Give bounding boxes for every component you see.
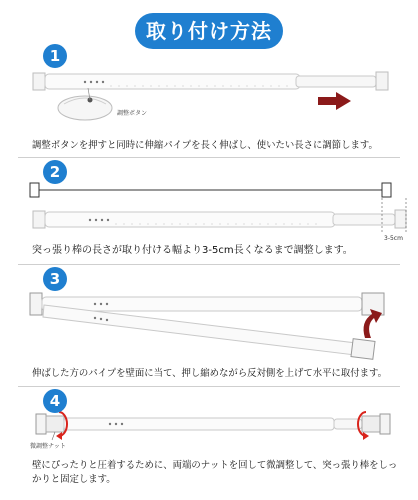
adjust-button-zoom bbox=[58, 88, 112, 120]
step-3-badge: 3 bbox=[43, 267, 67, 291]
step2-rod bbox=[33, 198, 406, 232]
step3-rod-tilted bbox=[43, 305, 375, 359]
length-diff-label: 3-5cm bbox=[384, 235, 403, 242]
step1-rod bbox=[33, 72, 388, 90]
step-1-badge: 1 bbox=[43, 44, 67, 68]
step-1-caption: 調整ボタンを押すと同時に伸縮パイプを長く伸ばし、使いたい長さに調節します。 bbox=[32, 140, 378, 151]
adjust-button-label: 調整ボタン bbox=[117, 110, 148, 117]
step4-rod bbox=[36, 414, 390, 434]
fine-adjust-nut-label: 微調整ナット bbox=[30, 443, 66, 450]
step-2-caption: 突っ張り棒の長さが取り付ける幅より3-5cm長くなるまで調整します。 bbox=[32, 245, 353, 256]
page-title: 取り付け方法 bbox=[135, 13, 283, 49]
divider-2 bbox=[18, 264, 400, 265]
step-4-badge: 4 bbox=[43, 389, 67, 413]
divider-3 bbox=[18, 386, 400, 387]
step-2-badge: 2 bbox=[43, 160, 67, 184]
extend-arrow-icon bbox=[318, 92, 351, 110]
step2-walls bbox=[30, 183, 391, 197]
step-4-caption-line1: 壁にぴったりと圧着するために、両端のナットを回して微調整して、突っ張り棒をしっ bbox=[32, 460, 398, 471]
step-4-caption-line2: かりと固定します。 bbox=[32, 474, 116, 485]
divider-1 bbox=[18, 157, 400, 158]
step-3-caption: 伸ばした方のパイプを壁面に当て、押し縮めながら反対側を上げて水平に取付ます。 bbox=[32, 368, 388, 379]
